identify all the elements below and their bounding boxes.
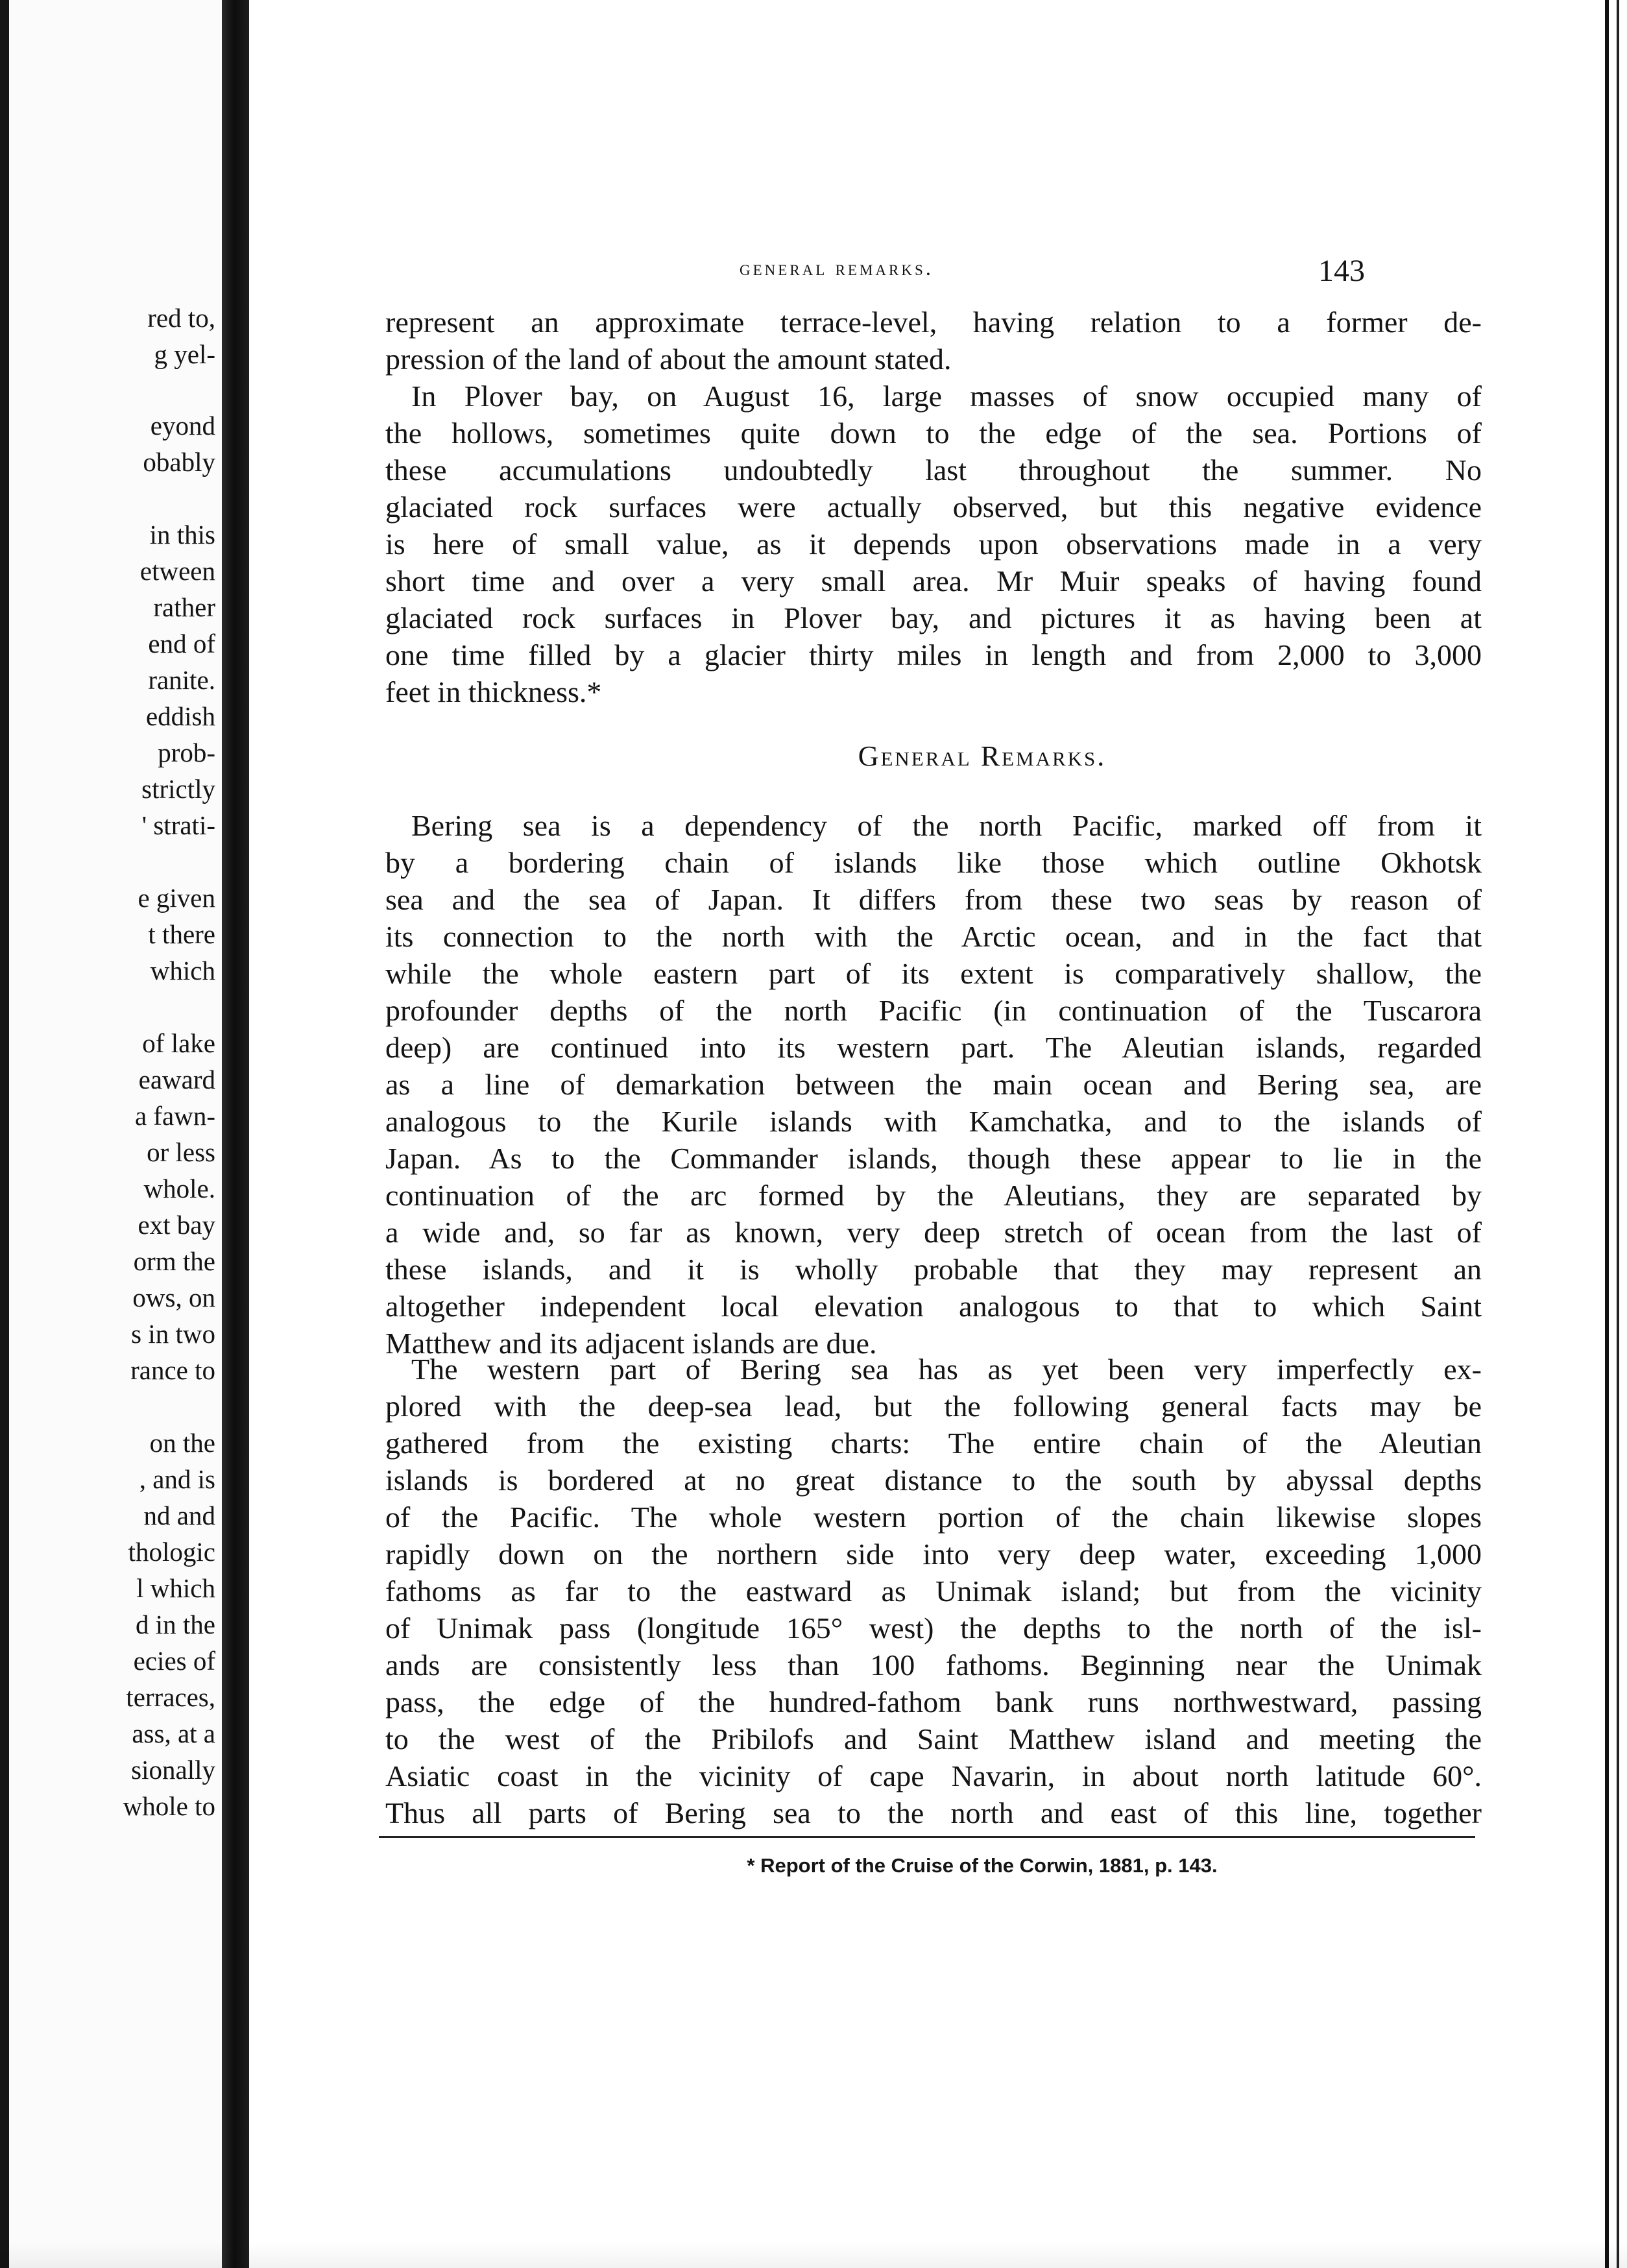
facing-page-line: rather [153, 592, 215, 622]
text-line: ands are consistently less than 100 fathoms. Beginning near the Unimak [385, 1648, 1482, 1682]
text-line: pression of the land of about the amount stated. [385, 343, 952, 376]
facing-page-line: prob- [158, 738, 215, 767]
facing-page-line: of lake [142, 1028, 215, 1058]
book-spine [222, 0, 249, 2268]
facing-page-line: , and is [139, 1464, 215, 1494]
facing-page-line: sionally [131, 1755, 215, 1785]
page-edge-rule [1617, 0, 1619, 2268]
facing-page-line: red to, [147, 303, 215, 333]
text-line: Bering sea is a dependency of the north Pacific, marked off from it [411, 809, 1482, 842]
facing-page-line: d in the [136, 1610, 215, 1639]
text-line: plored with the deep-sea lead, but the following general facts may be [385, 1390, 1482, 1423]
text-line: while the whole eastern part of its extent is comparatively shallow, the [385, 957, 1482, 990]
text-line: Japan. As to the Commander islands, though these appear to lie in the [385, 1142, 1482, 1175]
text-line: Thus all parts of Bering sea to the north and east of this line, together [385, 1796, 1482, 1829]
facing-page-line: terraces, [126, 1682, 215, 1712]
facing-page-line: whole to [123, 1791, 215, 1821]
paragraph-western-part [385, 1351, 1482, 1831]
section-heading: General Remarks. [858, 740, 1107, 772]
facing-page-line: obably [143, 447, 215, 477]
facing-page-line: eyond [150, 411, 215, 440]
facing-page-line: ass, at a [132, 1719, 215, 1748]
text-line: In Plover bay, on August 16, large masses of snow occupied many of [411, 380, 1482, 413]
facing-page-line: l which [136, 1573, 215, 1603]
facing-page-line: which [150, 956, 215, 985]
text-line: these accumulations undoubtedly last throughout the summer. No [385, 453, 1482, 487]
facing-page-line: whole. [143, 1174, 215, 1203]
facing-page-line: orm the [133, 1246, 215, 1276]
text-line: Matthew and its adjacent islands are due. [385, 1327, 877, 1360]
paragraph-bering-sea [385, 807, 1482, 1362]
text-line: feet in thickness.* [385, 675, 602, 708]
page-edge-rule [1605, 0, 1609, 2268]
facing-page-line: nd and [143, 1501, 215, 1530]
facing-page-line: s in two [131, 1319, 215, 1349]
text-line: glaciated rock surfaces in Plover bay, and pictures it as having been at [385, 601, 1482, 634]
text-line: Asiatic coast in the vicinity of cape Navarin, in about north latitude 60°. [385, 1759, 1482, 1792]
facing-page-line: on the [149, 1428, 215, 1458]
text-line: islands is bordered at no great distance to the south by abyssal depths [385, 1464, 1482, 1497]
text-line: deep) are continued into its western part. The Aleutian islands, regarded [385, 1031, 1482, 1064]
facing-page-line: ows, on [132, 1283, 215, 1312]
text-line: analogous to the Kurile islands with Kamchatka, and to the islands of [385, 1105, 1482, 1138]
text-line: short time and over a very small area. Mr Muir speaks of having found [385, 564, 1482, 597]
text-line: its connection to the north with the Arctic ocean, and in the fact that [385, 920, 1482, 953]
footnote-rule [379, 1836, 1475, 1838]
facing-page-line: ecies of [133, 1646, 215, 1676]
facing-page-line: t there [148, 919, 215, 949]
facing-page-line: in this [149, 520, 215, 549]
text-line: altogether independent local elevation analogous to that to which Saint [385, 1290, 1482, 1323]
text-line: gathered from the existing charts: The entire chain of the Aleutian [385, 1427, 1482, 1460]
paragraph-continuation [385, 304, 1482, 378]
scan-bottom-edge [0, 2242, 1627, 2268]
text-line: pass, the edge of the hundred-fathom bank runs northwestward, passing [385, 1685, 1482, 1719]
facing-page-line: or less [147, 1137, 215, 1167]
gutter-shadow [0, 0, 9, 2268]
main-page [249, 0, 1585, 2268]
footnote: * Report of the Cruise of the Corwin, 1881, p. 143. [747, 1854, 1218, 1877]
facing-page-line: e given [138, 883, 215, 913]
facing-page-line: g yel- [154, 339, 215, 369]
text-line: of Unimak pass (longitude 165° west) the depths to the north of the isl- [385, 1611, 1482, 1645]
text-line: to the west of the Pribilofs and Saint Matthew island and meeting the [385, 1722, 1482, 1755]
facing-page-line: thologic [128, 1537, 215, 1567]
facing-page-line: etween [139, 556, 215, 586]
text-line: these islands, and it is wholly probable that they may represent an [385, 1253, 1482, 1286]
running-head: general remarks. [740, 257, 934, 280]
text-line: rapidly down on the northern side into very deep water, exceeding 1,000 [385, 1538, 1482, 1571]
text-line: represent an approximate terrace-level, having relation to a former de- [385, 306, 1482, 339]
facing-page-line: end of [148, 629, 215, 658]
text-line: one time filled by a glacier thirty miles in length and from 2,000 to 3,000 [385, 638, 1482, 671]
page-number: 143 [1318, 254, 1365, 288]
text-line: is here of small value, as it depends upon observations made in a very [385, 527, 1482, 561]
text-line: a wide and, so far as known, very deep stretch of ocean from the last of [385, 1216, 1482, 1249]
text-line: of the Pacific. The whole western portion of the chain likewise slopes [385, 1501, 1482, 1534]
facing-page-line: ' strati- [141, 810, 215, 840]
text-line: profounder depths of the north Pacific (in continuation of the Tuscarora [385, 994, 1482, 1027]
facing-page-line: ext bay [138, 1210, 215, 1240]
facing-page-line: rance to [130, 1355, 215, 1385]
text-line: The western part of Bering sea has as yet been very imperfectly ex- [411, 1353, 1482, 1386]
facing-page-line: strictly [141, 774, 215, 804]
facing-page-line: ranite. [148, 665, 215, 695]
text-line: fathoms as far to the eastward as Unimak island; but from the vicinity [385, 1574, 1482, 1608]
text-line: the hollows, sometimes quite down to the edge of the sea. Portions of [385, 416, 1482, 450]
text-line: sea and the sea of Japan. It differs from these two seas by reason of [385, 883, 1482, 916]
paragraph-plover-bay [385, 378, 1482, 710]
facing-page-line: eddish [145, 701, 215, 731]
text-line: glaciated rock surfaces were actually observed, but this negative evidence [385, 490, 1482, 524]
text-line: by a bordering chain of islands like those which outline Okhotsk [385, 846, 1482, 879]
facing-page-line: eaward [138, 1065, 215, 1094]
text-line: continuation of the arc formed by the Aleutians, they are separated by [385, 1179, 1482, 1212]
facing-page-line: a fawn- [134, 1101, 215, 1131]
facing-page-fragment [9, 0, 222, 2268]
text-line: as a line of demarkation between the main ocean and Bering sea, are [385, 1068, 1482, 1101]
